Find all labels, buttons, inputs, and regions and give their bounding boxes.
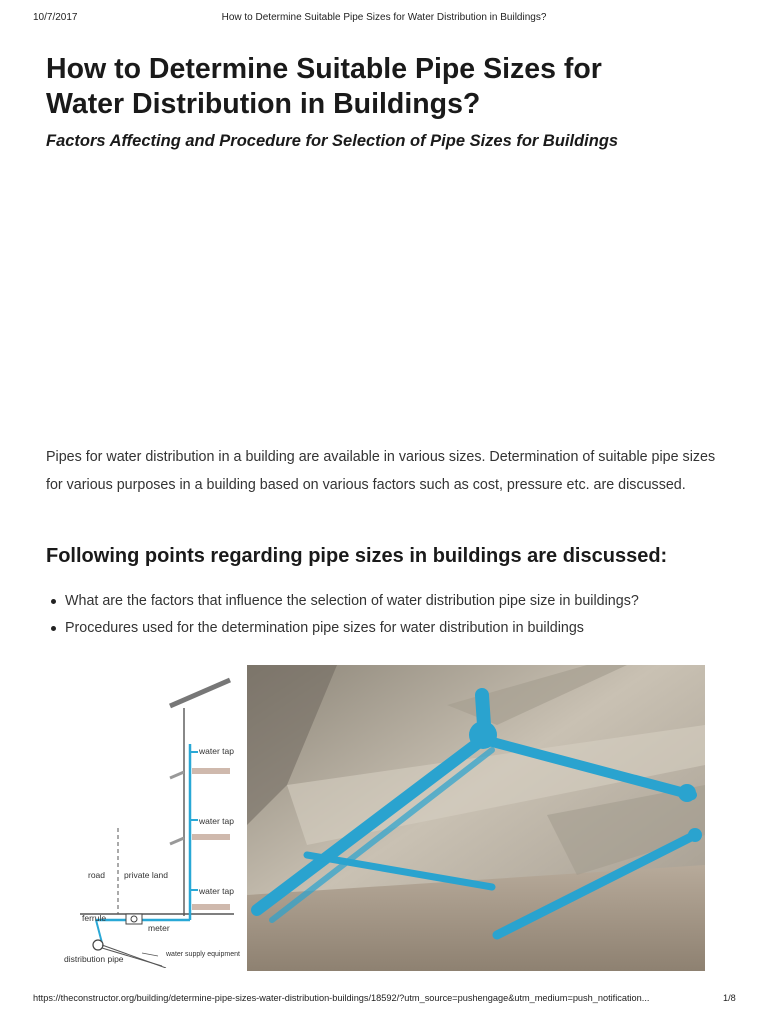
list-item: Procedures used for the determination pipe sizes for water distribution in buildings — [46, 615, 736, 642]
floor-edge — [170, 838, 184, 844]
label-water-tap: water tap — [199, 886, 234, 896]
article-subtitle: Factors Affecting and Procedure for Selection of Pipe Sizes for Buildings — [46, 132, 619, 150]
pipe-joint — [469, 721, 497, 749]
water-distribution-diagram — [62, 668, 246, 968]
pipes-ceiling-photo — [247, 665, 705, 971]
label-private-land: private land — [124, 870, 168, 880]
pointer-arrow — [142, 953, 158, 956]
label-distribution-pipe: distribution pipe — [64, 954, 124, 964]
label-water-tap: water tap — [199, 816, 234, 826]
floor-slab — [192, 904, 230, 910]
pipe-joint — [688, 828, 702, 842]
article-title-line2: Water Distribution in Buildings? — [46, 88, 481, 120]
article-title-line1: How to Determine Suitable Pipe Sizes for — [46, 53, 602, 85]
label-water-tap: water tap — [199, 746, 234, 756]
distribution-pipe-section — [93, 940, 103, 950]
roof-line — [170, 680, 230, 706]
floor-slab — [192, 834, 230, 840]
points-list — [46, 588, 736, 642]
article-title — [46, 52, 736, 122]
list-item: What are the factors that influence the selection of water distribution pipe size in buildings? — [46, 588, 736, 615]
label-meter: meter — [148, 923, 170, 933]
floor-edge — [170, 772, 184, 778]
print-header — [0, 12, 768, 28]
print-page-number: 1/8 — [723, 993, 736, 1003]
print-date: 10/7/2017 — [33, 12, 78, 23]
print-page-title: How to Determine Suitable Pipe Sizes for Water Distribution in Buildings? — [221, 12, 547, 23]
print-url: https://theconstructor.org/building/determine-pipe-sizes-water-distribution-buildings/18592/?utm_source=pushengage&utm_medium=push_notification... — [33, 993, 650, 1003]
pipe-joint — [678, 784, 696, 802]
label-ferrule: ferrule — [82, 913, 107, 923]
intro-paragraph: Pipes for water distribution in a building are available in various sizes. Determination of suitable pipe sizes for various purposes in a building based on various factors such as cost, pressure etc. are discussed. — [46, 449, 716, 493]
label-water-supply-equipment: water supply equipment — [166, 951, 240, 958]
floor-slab — [192, 768, 230, 774]
label-road: road — [88, 870, 106, 880]
section-heading: Following points regarding pipe sizes in buildings are discussed: — [46, 545, 668, 567]
pipes-photo-illustration — [247, 665, 705, 971]
